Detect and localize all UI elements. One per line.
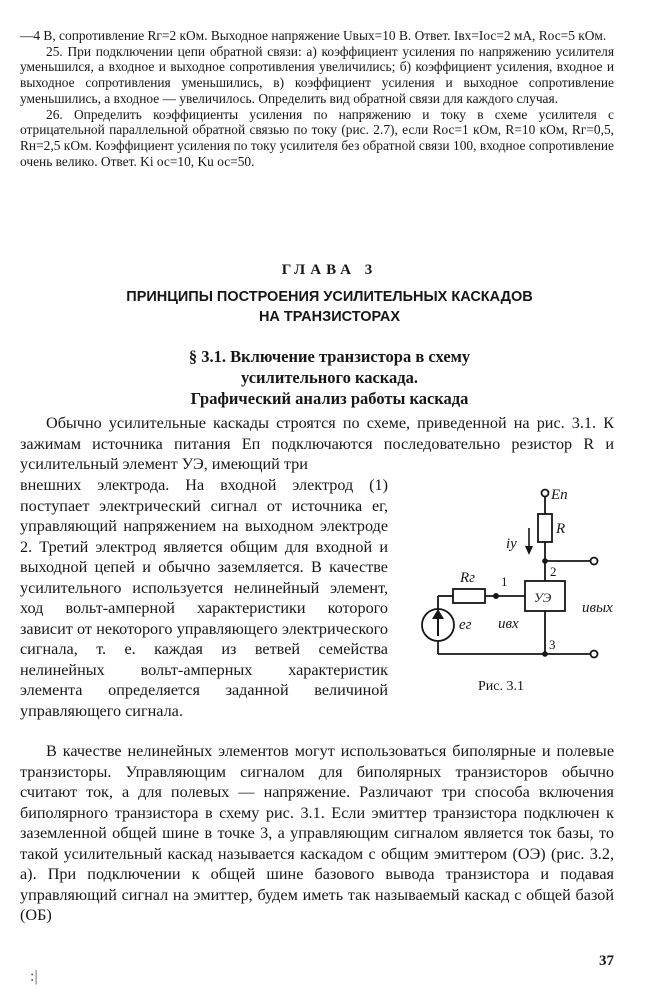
problem-24-answer: —4 В, сопротивление Rг=2 кОм. Выходное напряжение Uвых=10 В. Ответ. Iвх=Iос=2 мА, Rос=5 кОм.: [20, 28, 607, 43]
paragraph-1-full-width: [20, 413, 614, 475]
problem-25: 25. При подключении цепи обратной связи: а) коэффициент усиления по напряжению усилителя уменьшился, а входное и выходное сопротивления увеличились; б) коэффициент усиления, входное и выходное сопротивления уменьшились, в) коэффициент усиления и выходное сопротивление уменьшились, а входное — увеличилось. Определить вид обратной связи для каждого случая.: [20, 43, 614, 106]
label-element: УЭ: [534, 590, 552, 605]
label-uout: uвых: [582, 600, 613, 616]
problems-block: [20, 28, 614, 169]
section-title: [0, 346, 659, 409]
resistor-r: [538, 514, 552, 542]
supply-terminal: [542, 490, 549, 497]
label-node-3: 3: [549, 637, 556, 652]
margin-mark: :|: [30, 968, 38, 985]
current-arrow-head-icon: [525, 546, 533, 555]
chapter-title-line1: ПРИНЦИПЫ ПОСТРОЕНИЯ УСИЛИТЕЛЬНЫХ КАСКАДОВ: [126, 289, 533, 305]
common-node-dot: [542, 651, 548, 657]
paragraph-1-wrapped: [20, 475, 388, 721]
section-title-line1: § 3.1. Включение транзистора в схему: [188, 347, 471, 366]
label-supply: Eп: [551, 487, 568, 503]
label-node-1: 1: [501, 574, 508, 589]
label-node-2: 2: [550, 564, 557, 579]
paragraph-2: В качестве нелинейных элементов могут использоваться биполярные и полевые транзисторы. Управляющим сигналом для биполярных транзисторов обычно считают ток, а для полевых — напряжение. Различают три способа включения биполярного транзистора в схему рис. 3.1. Если эмиттер транзистора подключен к заземленной общей шине в точке 3, а управляющим сигналом является ток базы, то такой усилительный каскад называется каскадом с общим эмиттером (ОЭ) (рис. 3.2, а). При подключении к общей шине базового вывода транзистора и подавая управляющий сигнал на эмиттер, будем иметь так называемый каскад с общей базой (ОБ): [20, 742, 614, 924]
label-iy: iу: [506, 536, 517, 552]
input-node-dot: [493, 593, 499, 599]
label-uin: uвх: [498, 616, 519, 632]
figure-caption: Рис. 3.1: [478, 679, 524, 694]
resistor-rg: [453, 589, 485, 603]
page-number: 37: [599, 953, 614, 969]
amplifier-circuit-diagram: [398, 478, 628, 710]
source-arrow-head-icon: [432, 609, 444, 619]
chapter-title-line2: НА ТРАНЗИСТОРАХ: [258, 309, 401, 325]
paragraph-2-block: [20, 741, 614, 926]
chapter-number: ГЛАВА 3: [281, 262, 378, 278]
problem-26: 26. Определить коэффициенты усиления по напряжению и току в схеме усилителя с отрицательной параллельной обратной связью по току (рис. 2.7), если Rос=1 кОм, R=10 кОм, Rг=0,5, Rн=2,5 кОм. Коэффициент усиления по току усилителя без обратной связи 100, входное сопротивление очень велико. Ответ. Ki ос=10, Ku ос=50.: [20, 106, 614, 169]
section-title-line3: Графический анализ работы каскада: [190, 389, 469, 408]
label-r: R: [556, 521, 566, 537]
label-source: eг: [459, 617, 472, 633]
chapter-title: [0, 287, 659, 327]
paragraph-1-start: Обычно усилительные каскады строятся по схеме, приведенной на рис. 3.1. К зажимам источника питания Eп подключаются последовательно резистор R и усилительный элемент УЭ, имеющий три: [20, 414, 614, 473]
label-rg: Rг: [460, 570, 476, 586]
output-bottom-terminal: [591, 651, 598, 658]
output-top-terminal: [591, 558, 598, 565]
output-node-dot: [542, 558, 548, 564]
paragraph-1-continued: внешних электрода. На входной электрод (1) поступает электрический сигнал от источника eг, управляющий напряжением на выходном электроде 2. Третий электрод является общим для входной и выходной цепей и обычно заземляется. В качестве усилительного используется нелинейный элемент, ход вольт-амперной характеристики которого зависит от некоторого управляющего электрического сигнала, т. е. каждая из ветвей семейства нелинейных вольт-амперных характеристик элемента определяется заданной величиной управляющего сигнала.: [20, 476, 388, 720]
section-title-line2: усилительного каскада.: [240, 368, 419, 387]
